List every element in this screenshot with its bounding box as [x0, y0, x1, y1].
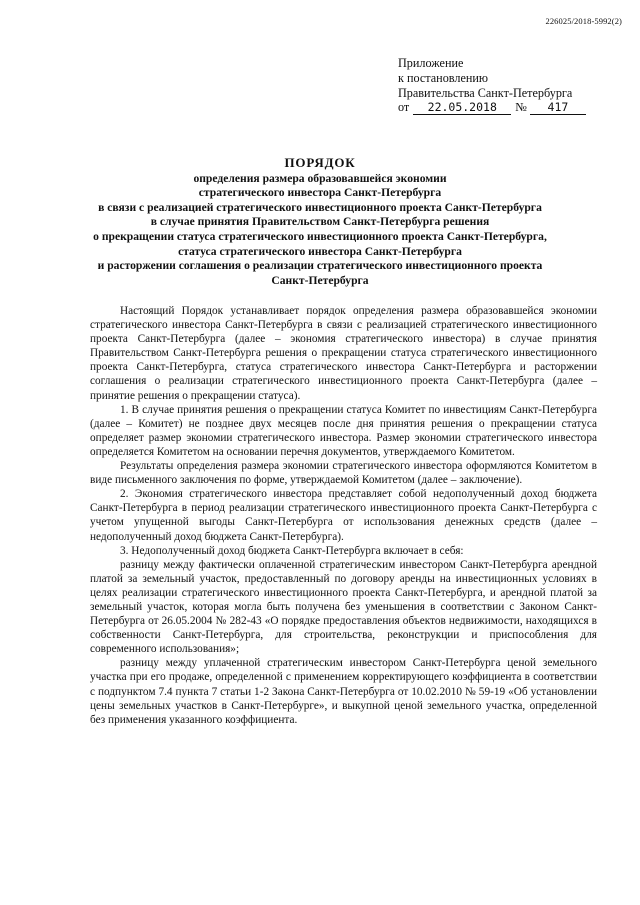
decree-number: 417 — [530, 101, 586, 115]
paragraph: разницу между уплаченной стратегическим инвестором Санкт-Петербурга ценой земельного участка при его продаже, определенной с применением корректирующего коэффициента в соответствии с подпунктом 7.4 пункта 7 статьи 1-2 Закона Санкт-Петербурга от 10.02.2010 № 59-19 «Об установлении цены земельных участков в Санкт-Петербурге», и выкупной ценой земельного участка, определенной без применения указанного коэффициента. — [90, 657, 597, 726]
appendix-line: Приложение — [398, 56, 464, 70]
paragraph: разницу между фактически оплаченной стратегическим инвестором Санкт-Петербурга арендной платой за земельный участок, предоставленный по договору аренды на инвестиционных условиях в целях реализации стратегического инвестиционного проекта Санкт-Петербурга, и арендной платой за земельный участок, которая могла быть получена без уменьшения в соответствии с Законом Санкт-Петербурга от 26.05.2004 № 282-43 «О порядке предоставления объектов недвижимости, находящихся в собственности Санкт-Петербурга, для строительства, реконструкции и приспособления для современного использования»; — [90, 558, 597, 656]
title-line: о прекращении статуса стратегического инвестиционного проекта Санкт-Петербурга, — [93, 229, 547, 243]
decree-reference — [398, 100, 586, 115]
appendix-line: к постановлению — [398, 70, 489, 85]
title-line: в случае принятия Правительством Санкт-Петербурга решения — [150, 215, 490, 229]
paragraph: 2. Экономия стратегического инвестора представляет собой недополученный доход бюджета Санкт-Петербурга в период реализации стратегического инвестиционного проекта Санкт-Петербурга с учетом упущенной выгоды Санкт-Петербурга от использования денежных средств (далее – недополученный доход бюджета Санкт-Петербурга). — [90, 488, 597, 543]
number-label: № — [515, 100, 527, 115]
appendix-line: Правительства Санкт-Петербурга — [398, 85, 573, 100]
paragraph: Настоящий Порядок устанавливает порядок определения размера образовавшейся экономии стратегического инвестора Санкт-Петербурга в связи с реализацией стратегического инвестиционного проекта Санкт-Петербурга (далее – экономия стратегического инвестора) в случае принятия Правительством Санкт-Петербурга решения о прекращении статуса стратегического инвестиционного проекта Санкт-Петербурга, статуса стратегического инвестора Санкт-Петербурга и расторжении соглашения о реализации стратегического инвестиционного проекта Санкт-Петербурга (далее – принятие решения о прекращении статуса). — [90, 305, 597, 402]
appendix-block — [398, 56, 586, 115]
title-line: определения размера образовавшейся экономии — [193, 171, 447, 185]
title-line: стратегического инвестора Санкт-Петербурга — [198, 186, 442, 200]
title-line: в связи с реализацией стратегического инвестиционного проекта Санкт-Петербурга — [98, 200, 542, 214]
title-line: статуса стратегического инвестора Санкт-Петербурга — [178, 244, 462, 258]
paragraph: 3. Недополученный доход бюджета Санкт-Петербурга включает в себя: — [120, 544, 464, 557]
document-title — [70, 156, 570, 288]
paragraph: Результаты определения размера экономии стратегического инвестора оформляются Комитетом в виде письменного заключения по форме, утверждаемой Комитетом (далее – заключение). — [90, 460, 597, 487]
title-line: и расторжении соглашения о реализации стратегического инвестиционного проекта — [97, 259, 543, 273]
title-line: Санкт-Петербурга — [271, 273, 369, 287]
document-body — [90, 304, 597, 727]
document-id: 226025/2018-5992(2) — [545, 16, 622, 26]
from-label: от — [398, 100, 410, 115]
paragraph: 1. В случае принятия решения о прекращении статуса Комитет по инвестициям Санкт-Петербурга (далее – Комитет) не позднее двух месяцев после дня принятия решения о прекращении статуса определяет размер экономии стратегического инвестора. Размер экономии стратегического инвестора определяется Комитетом на основании перечня документов, утверждаемого Комитетом. — [90, 403, 597, 458]
title-main: ПОРЯДОК — [284, 155, 356, 170]
decree-date: 22.05.2018 — [413, 101, 511, 115]
